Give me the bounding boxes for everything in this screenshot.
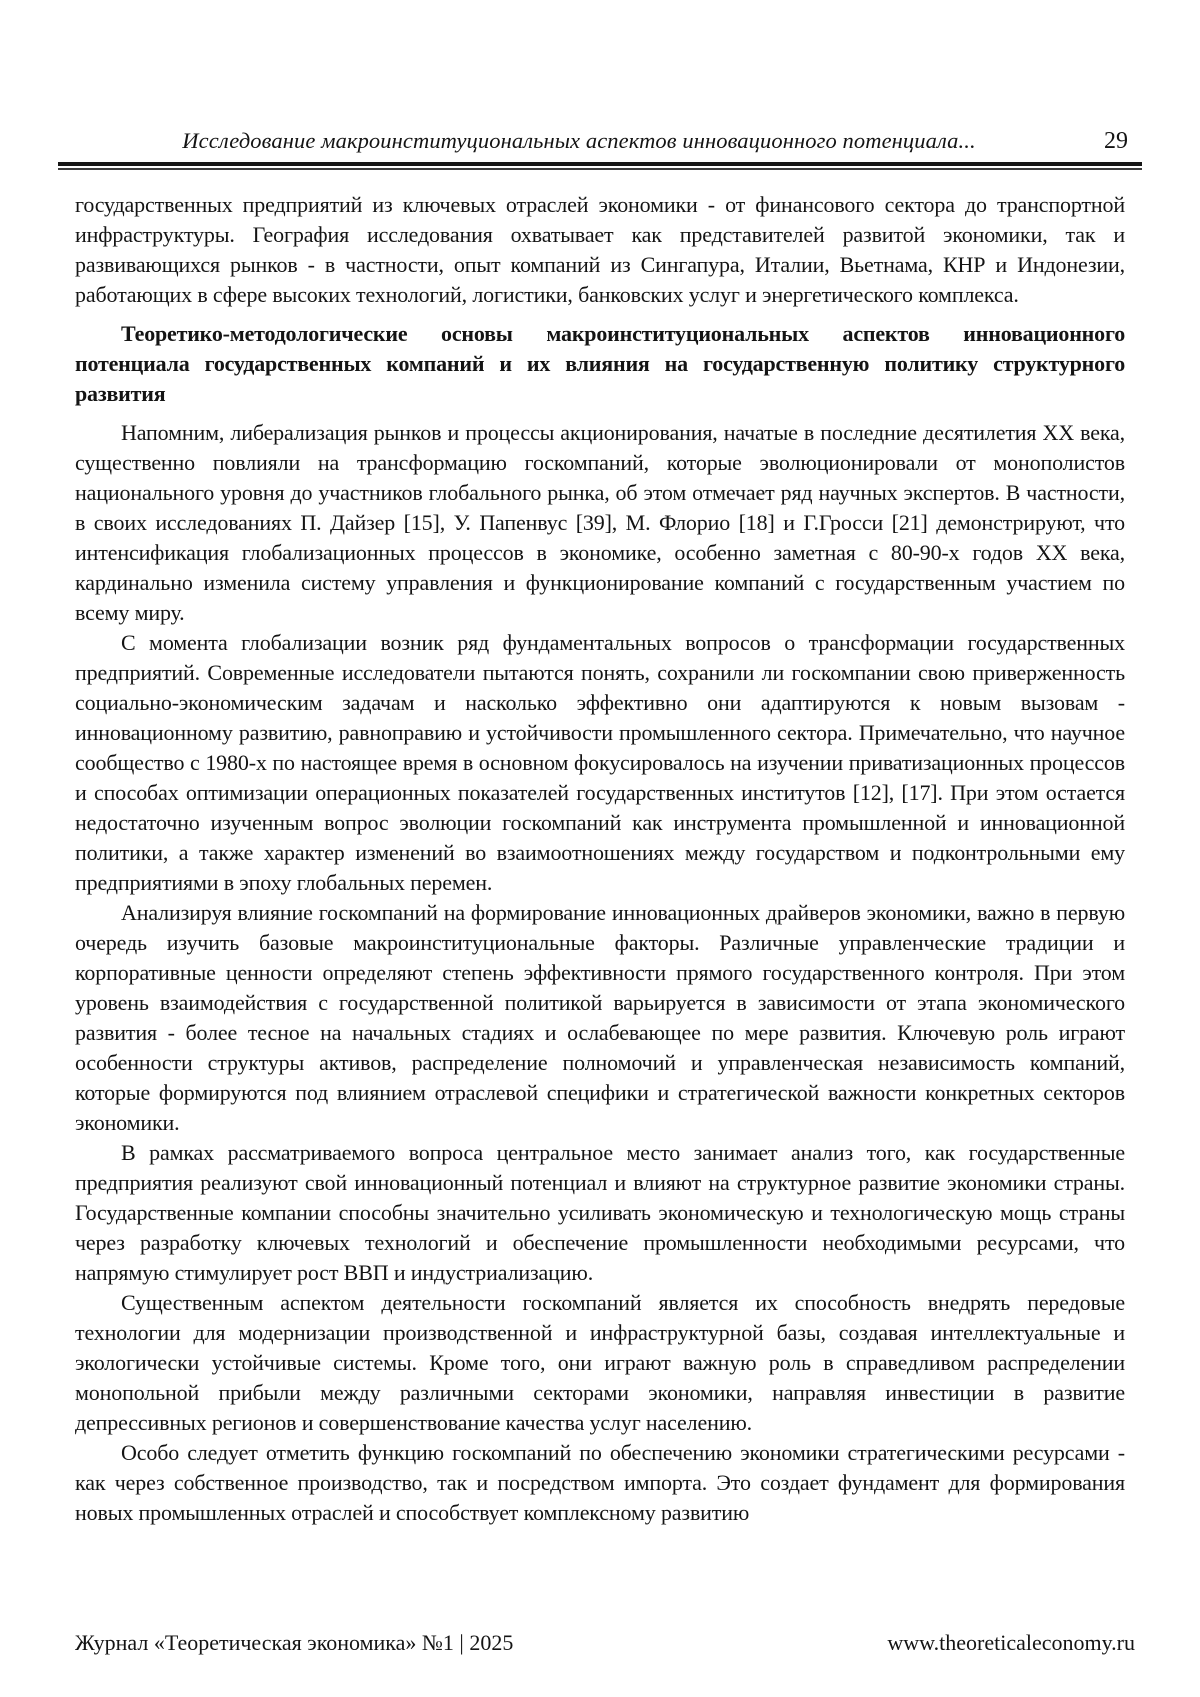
paragraph: Существенным аспектом деятельности госкомпаний является их способность внедрять передовые технологии для модернизации производственной и инфраструктурной базы, создавая интеллектуальные и экологически устойчивые системы. Кроме того, они играют важную роль в справедливом распределении монопольной прибыли между различными секторами экономики, направляя инвестиции в развитие депрессивных регионов и совершенствование качества услуг населению.	[75, 1290, 1125, 1435]
running-header	[58, 128, 1142, 155]
page-number: 29	[1104, 128, 1128, 154]
paragraph: Напомним, либерализация рынков и процессы акционирования, начатые в последние десятилетия XX века, существенно повлияли на трансформацию госкомпаний, которые эволюционировали от монополистов национального уровня до участников глобального рынка, об этом отмечает ряд научных экспертов. В частности, в своих исследованиях П. Дайзер [15], У. Папенвус [39], М. Флорио [18] и Г.Гросси [21] демонстрируют, что интенсификация глобализационных процессов в экономике, особенно заметная с 80-90-х годов XX века, кардинально изменила систему управления и функционирование компаний с государственным участием по всему миру.	[75, 420, 1125, 625]
article-body	[75, 190, 1125, 1528]
section-heading: Теоретико-методологические основы макроинституциональных аспектов инновационного потенциала государственных компаний и их влияния на государственную политику структурного развития	[75, 321, 1125, 406]
paragraph: Анализируя влияние госкомпаний на формирование инновационных драйверов экономики, важно в первую очередь изучить базовые макроинституциональные факторы. Различные управленческие традиции и корпоративные ценности определяют степень эффективности прямого государственного контроля. При этом уровень взаимодействия с государственной политикой варьируется в зависимости от этапа экономического развития - более тесное на начальных стадиях и ослабевающее по мере развития. Ключевую роль играют особенности структуры активов, распределение полномочий и управленческая независимость компаний, которые формируются под влиянием отраслевой специфики и стратегической важности конкретных секторов экономики.	[75, 900, 1125, 1135]
running-title: Исследование макроинституциональных аспектов инновационного потенциала...	[182, 128, 976, 153]
header-rule	[58, 162, 1142, 170]
paragraph: Особо следует отметить функцию госкомпаний по обеспечению экономики стратегическими ресурсами - как через собственное производство, так и посредством импорта. Это создает фундамент для формирования новых промышленных отраслей и способствует комплексному развитию	[75, 1440, 1125, 1525]
paragraph: государственных предприятий из ключевых отраслей экономики - от финансового сектора до транспортной инфраструктуры. География исследования охватывает как представителей развитой экономики, так и развивающихся рынков - в частности, опыт компаний из Сингапура, Италии, Вьетнама, КНР и Индонезии, работающих в сфере высоких технологий, логистики, банковских услуг и энергетического комплекса.	[75, 192, 1125, 307]
paragraph: С момента глобализации возник ряд фундаментальных вопросов о трансформации государственных предприятий. Современные исследователи пытаются понять, сохранили ли госкомпании свою приверженность социально-экономическим задачам и насколько эффективно они адаптируются к новым вызовам - инновационному развитию, равноправию и устойчивости промышленного сектора. Примечательно, что научное сообщество с 1980-х по настоящее время в основном фокусировалось на изучении приватизационных процессов и способах оптимизации операционных показателей государственных институтов [12], [17]. При этом остается недостаточно изученным вопрос эволюции госкомпаний как инструмента промышленной и инновационной политики, а также характер изменений во взаимоотношениях между государством и подконтрольными ему предприятиями в эпоху глобальных перемен.	[75, 630, 1125, 895]
paragraph: В рамках рассматриваемого вопроса центральное место занимает анализ того, как государственные предприятия реализуют свой инновационный потенциал и влияют на структурное развитие экономики страны. Государственные компании способны значительно усиливать экономическую и технологическую мощь страны через разработку ключевых технологий и обеспечение промышленности необходимыми ресурсами, что напрямую стимулирует рост ВВП и индустриализацию.	[75, 1140, 1125, 1285]
footer-site-url: www.theoreticaleconomy.ru	[887, 1630, 1135, 1655]
page-footer	[75, 1630, 1135, 1656]
footer-journal-title: Журнал «Теоретическая экономика» №1 | 2025	[75, 1630, 514, 1655]
